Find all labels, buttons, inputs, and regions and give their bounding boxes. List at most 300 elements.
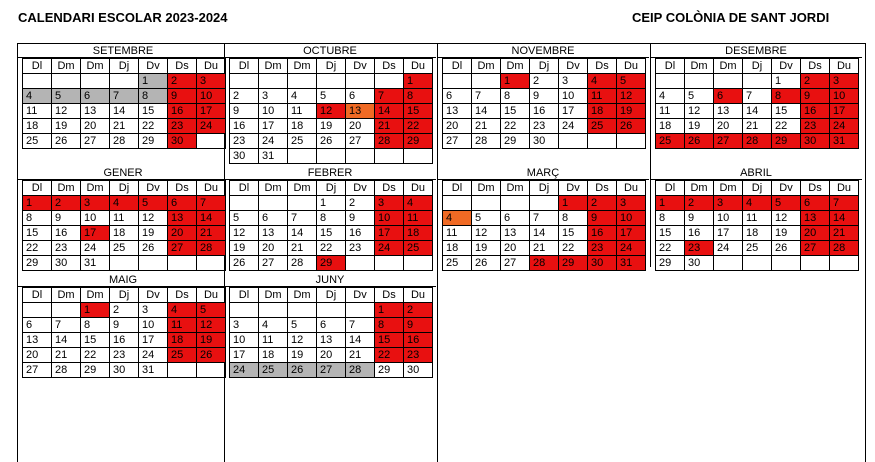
- day-cell: 28: [110, 134, 139, 149]
- school-name: CEIP COLÒNIA DE SANT JORDI: [632, 10, 830, 25]
- weekday-header: Dl: [230, 181, 259, 196]
- month-table: [655, 180, 859, 271]
- week-row: [230, 303, 433, 318]
- weekday-header: Ds: [801, 181, 830, 196]
- day-cell: 18: [110, 226, 139, 241]
- day-cell: 3: [81, 196, 110, 211]
- day-cell: 19: [52, 119, 81, 134]
- day-cell: 27: [443, 134, 472, 149]
- day-cell: 27: [801, 241, 830, 256]
- day-cell: 22: [81, 348, 110, 363]
- month-abril: [650, 166, 862, 271]
- day-cell: 13: [714, 104, 743, 119]
- day-cell: 9: [588, 211, 617, 226]
- day-cell: 1: [559, 196, 588, 211]
- week-row: [23, 333, 226, 348]
- day-cell: 30: [404, 363, 433, 378]
- week-row: [443, 226, 646, 241]
- month-table: [229, 58, 433, 164]
- day-cell: 17: [197, 104, 226, 119]
- day-cell: 26: [317, 134, 346, 149]
- weekday-header: Dl: [23, 59, 52, 74]
- weekday-header: Dm: [501, 59, 530, 74]
- weekday-header-row: [656, 59, 859, 74]
- weekday-header: Dm: [259, 181, 288, 196]
- day-cell: 19: [685, 119, 714, 134]
- day-cell: 23: [230, 134, 259, 149]
- empty-cell: [443, 74, 472, 89]
- day-cell: 16: [530, 104, 559, 119]
- week-row: [23, 211, 226, 226]
- day-cell: 24: [830, 119, 859, 134]
- day-cell: 12: [617, 89, 646, 104]
- weekday-header: Dm: [685, 181, 714, 196]
- day-cell: 19: [288, 348, 317, 363]
- day-cell: 12: [685, 104, 714, 119]
- day-cell: 16: [110, 333, 139, 348]
- week-row: [230, 241, 433, 256]
- weekday-header-row: [443, 181, 646, 196]
- day-cell: 2: [168, 74, 197, 89]
- day-cell: 12: [197, 318, 226, 333]
- day-cell: 3: [714, 196, 743, 211]
- weekday-header: Dl: [230, 59, 259, 74]
- weekday-header: Ds: [375, 288, 404, 303]
- weekday-header: Dv: [139, 181, 168, 196]
- day-cell: 25: [23, 134, 52, 149]
- day-cell: 21: [346, 348, 375, 363]
- day-cell: 6: [168, 196, 197, 211]
- week-row: [23, 74, 226, 89]
- day-cell: 11: [588, 89, 617, 104]
- week-row: [443, 196, 646, 211]
- week-row: [23, 119, 226, 134]
- empty-cell: [197, 363, 226, 378]
- day-cell: 16: [346, 226, 375, 241]
- day-cell: 15: [317, 226, 346, 241]
- empty-cell: [375, 74, 404, 89]
- month-table: [22, 58, 226, 149]
- week-row: [656, 196, 859, 211]
- day-cell: 23: [52, 241, 81, 256]
- day-cell: 5: [139, 196, 168, 211]
- weekday-header: Ds: [375, 59, 404, 74]
- day-cell: 5: [685, 89, 714, 104]
- day-cell: 6: [81, 89, 110, 104]
- weekday-header: Dl: [23, 181, 52, 196]
- day-cell: 26: [288, 363, 317, 378]
- month-table: [22, 287, 226, 378]
- week-row: [230, 226, 433, 241]
- day-cell: 26: [472, 256, 501, 271]
- day-cell: 13: [346, 104, 375, 119]
- weekday-header: Dj: [743, 181, 772, 196]
- day-cell: 10: [714, 211, 743, 226]
- day-cell: 2: [530, 74, 559, 89]
- day-cell: 6: [714, 89, 743, 104]
- day-cell: 20: [443, 119, 472, 134]
- day-cell: 9: [230, 104, 259, 119]
- weekday-header-row: [230, 181, 433, 196]
- empty-cell: [743, 256, 772, 271]
- day-cell: 26: [139, 241, 168, 256]
- day-cell: 16: [685, 226, 714, 241]
- day-cell: 17: [230, 348, 259, 363]
- day-cell: 15: [375, 333, 404, 348]
- weekday-header: Ds: [168, 181, 197, 196]
- day-cell: 18: [656, 119, 685, 134]
- day-cell: 16: [588, 226, 617, 241]
- day-cell: 4: [23, 89, 52, 104]
- weekday-header: Du: [404, 59, 433, 74]
- weekday-header-row: [230, 59, 433, 74]
- day-cell: 16: [404, 333, 433, 348]
- week-row: [656, 211, 859, 226]
- month-gener: [17, 166, 229, 271]
- week-row: [230, 196, 433, 211]
- day-cell: 3: [139, 303, 168, 318]
- weekday-header: Dv: [772, 59, 801, 74]
- day-cell: 24: [617, 241, 646, 256]
- weekday-header: Dv: [346, 181, 375, 196]
- day-cell: 28: [346, 363, 375, 378]
- weekday-header: Dm: [288, 181, 317, 196]
- day-cell: 27: [317, 363, 346, 378]
- day-cell: 2: [801, 74, 830, 89]
- day-cell: 21: [197, 226, 226, 241]
- week-row: [23, 104, 226, 119]
- weekday-header: Dm: [81, 59, 110, 74]
- day-cell: 29: [404, 134, 433, 149]
- day-cell: 20: [714, 119, 743, 134]
- day-cell: 19: [317, 119, 346, 134]
- weekday-header: Dm: [685, 59, 714, 74]
- day-cell: 21: [472, 119, 501, 134]
- day-cell: 6: [501, 211, 530, 226]
- day-cell: 25: [656, 134, 685, 149]
- day-cell: 7: [346, 318, 375, 333]
- weekday-header: Dm: [472, 59, 501, 74]
- month-table: [229, 180, 433, 271]
- day-cell: 6: [443, 89, 472, 104]
- day-cell: 12: [288, 333, 317, 348]
- day-cell: 5: [317, 89, 346, 104]
- weekday-header: Du: [197, 59, 226, 74]
- day-cell: 14: [743, 104, 772, 119]
- day-cell: 25: [743, 241, 772, 256]
- weekday-header: Ds: [801, 59, 830, 74]
- empty-cell: [685, 74, 714, 89]
- empty-cell: [52, 303, 81, 318]
- day-cell: 15: [23, 226, 52, 241]
- day-cell: 1: [656, 196, 685, 211]
- day-cell: 27: [259, 256, 288, 271]
- day-cell: 4: [110, 196, 139, 211]
- empty-cell: [472, 196, 501, 211]
- week-row: [656, 226, 859, 241]
- day-cell: 26: [52, 134, 81, 149]
- day-cell: 30: [230, 149, 259, 164]
- weekday-header: Dj: [530, 181, 559, 196]
- week-row: [656, 74, 859, 89]
- weekday-header: Dm: [259, 288, 288, 303]
- day-cell: 9: [110, 318, 139, 333]
- day-cell: 4: [288, 89, 317, 104]
- empty-cell: [443, 196, 472, 211]
- day-cell: 4: [259, 318, 288, 333]
- week-row: [230, 134, 433, 149]
- day-cell: 29: [139, 134, 168, 149]
- month-name: DESEMBRE: [650, 44, 862, 58]
- week-row: [23, 134, 226, 149]
- day-cell: 24: [559, 119, 588, 134]
- day-cell: 10: [139, 318, 168, 333]
- day-cell: 12: [472, 226, 501, 241]
- month-desembre: [650, 44, 862, 149]
- weekday-header: Dm: [714, 59, 743, 74]
- empty-cell: [52, 74, 81, 89]
- empty-cell: [501, 196, 530, 211]
- day-cell: 8: [139, 89, 168, 104]
- day-cell: 14: [375, 104, 404, 119]
- weekday-header: Ds: [168, 288, 197, 303]
- day-cell: 26: [772, 241, 801, 256]
- day-cell: 23: [346, 241, 375, 256]
- day-cell: 14: [52, 333, 81, 348]
- empty-cell: [197, 134, 226, 149]
- day-cell: 1: [375, 303, 404, 318]
- weekday-header: Dv: [139, 288, 168, 303]
- week-row: [443, 119, 646, 134]
- empty-cell: [288, 149, 317, 164]
- day-cell: 6: [317, 318, 346, 333]
- day-cell: 5: [772, 196, 801, 211]
- day-cell: 12: [772, 211, 801, 226]
- day-cell: 29: [772, 134, 801, 149]
- day-cell: 5: [472, 211, 501, 226]
- day-cell: 1: [501, 74, 530, 89]
- week-row: [230, 348, 433, 363]
- weekday-header-row: [656, 181, 859, 196]
- day-cell: 13: [443, 104, 472, 119]
- week-row: [23, 318, 226, 333]
- empty-cell: [23, 303, 52, 318]
- day-cell: 25: [288, 134, 317, 149]
- day-cell: 2: [404, 303, 433, 318]
- day-cell: 6: [259, 211, 288, 226]
- day-cell: 4: [404, 196, 433, 211]
- day-cell: 16: [168, 104, 197, 119]
- empty-cell: [346, 149, 375, 164]
- day-cell: 26: [685, 134, 714, 149]
- empty-cell: [288, 74, 317, 89]
- day-cell: 2: [685, 196, 714, 211]
- day-cell: 16: [801, 104, 830, 119]
- day-cell: 27: [81, 134, 110, 149]
- day-cell: 23: [168, 119, 197, 134]
- day-cell: 23: [685, 241, 714, 256]
- weekday-header: Dv: [139, 59, 168, 74]
- day-cell: 13: [81, 104, 110, 119]
- day-cell: 25: [443, 256, 472, 271]
- day-cell: 1: [317, 196, 346, 211]
- month-name: OCTUBRE: [224, 44, 436, 58]
- weekday-header: Dj: [317, 181, 346, 196]
- day-cell: 20: [501, 241, 530, 256]
- week-row: [23, 226, 226, 241]
- weekday-header-row: [23, 59, 226, 74]
- empty-cell: [617, 134, 646, 149]
- week-row: [443, 104, 646, 119]
- day-cell: 24: [230, 363, 259, 378]
- day-cell: 8: [404, 89, 433, 104]
- empty-cell: [559, 134, 588, 149]
- empty-cell: [472, 74, 501, 89]
- day-cell: 8: [23, 211, 52, 226]
- day-cell: 29: [656, 256, 685, 271]
- day-cell: 19: [617, 104, 646, 119]
- empty-cell: [259, 196, 288, 211]
- week-row: [230, 363, 433, 378]
- day-cell: 17: [139, 333, 168, 348]
- day-cell: 7: [52, 318, 81, 333]
- day-cell: 29: [501, 134, 530, 149]
- day-cell: 1: [23, 196, 52, 211]
- day-cell: 9: [168, 89, 197, 104]
- week-row: [230, 333, 433, 348]
- day-cell: 30: [588, 256, 617, 271]
- day-cell: 14: [197, 211, 226, 226]
- day-cell: 18: [588, 104, 617, 119]
- day-cell: 13: [801, 211, 830, 226]
- weekday-header: Dl: [656, 181, 685, 196]
- day-cell: 10: [559, 89, 588, 104]
- day-cell: 11: [288, 104, 317, 119]
- day-cell: 15: [772, 104, 801, 119]
- day-cell: 14: [346, 333, 375, 348]
- day-cell: 10: [259, 104, 288, 119]
- day-cell: 28: [743, 134, 772, 149]
- weekday-header: Ds: [168, 59, 197, 74]
- day-cell: 31: [617, 256, 646, 271]
- day-cell: 1: [404, 74, 433, 89]
- day-cell: 12: [230, 226, 259, 241]
- day-cell: 15: [656, 226, 685, 241]
- weekday-header: Du: [404, 181, 433, 196]
- week-row: [656, 104, 859, 119]
- weekday-header: Dv: [346, 288, 375, 303]
- day-cell: 30: [168, 134, 197, 149]
- month-name: MAIG: [17, 273, 229, 287]
- day-cell: 27: [714, 134, 743, 149]
- day-cell: 23: [801, 119, 830, 134]
- weekday-header: Dj: [743, 59, 772, 74]
- day-cell: 3: [559, 74, 588, 89]
- day-cell: 6: [346, 89, 375, 104]
- day-cell: 31: [139, 363, 168, 378]
- empty-cell: [23, 74, 52, 89]
- weekday-header: Dm: [259, 59, 288, 74]
- day-cell: 19: [197, 333, 226, 348]
- day-cell: 11: [110, 211, 139, 226]
- day-cell: 18: [23, 119, 52, 134]
- weekday-header: Dm: [52, 181, 81, 196]
- day-cell: 4: [168, 303, 197, 318]
- month-novembre: [437, 44, 649, 149]
- month-table: [22, 180, 226, 271]
- empty-cell: [230, 196, 259, 211]
- day-cell: 2: [110, 303, 139, 318]
- month-table: [442, 180, 646, 271]
- day-cell: 21: [830, 226, 859, 241]
- weekday-header: Dl: [443, 181, 472, 196]
- day-cell: 11: [23, 104, 52, 119]
- week-row: [230, 89, 433, 104]
- day-cell: 20: [23, 348, 52, 363]
- day-cell: 20: [81, 119, 110, 134]
- day-cell: 17: [830, 104, 859, 119]
- day-cell: 5: [52, 89, 81, 104]
- day-cell: 8: [656, 211, 685, 226]
- day-cell: 18: [168, 333, 197, 348]
- week-row: [230, 318, 433, 333]
- month-maig: [17, 273, 229, 378]
- weekday-header: Dj: [530, 59, 559, 74]
- week-row: [443, 211, 646, 226]
- weekday-header: Ds: [588, 181, 617, 196]
- day-cell: 20: [168, 226, 197, 241]
- day-cell: 8: [317, 211, 346, 226]
- day-cell: 9: [801, 89, 830, 104]
- weekday-header-row: [230, 288, 433, 303]
- day-cell: 9: [685, 211, 714, 226]
- day-cell: 13: [501, 226, 530, 241]
- empty-cell: [168, 363, 197, 378]
- day-cell: 14: [530, 226, 559, 241]
- day-cell: 29: [317, 256, 346, 271]
- day-cell: 11: [656, 104, 685, 119]
- weekday-header: Du: [830, 59, 859, 74]
- day-cell: 25: [588, 119, 617, 134]
- empty-cell: [346, 256, 375, 271]
- month-name: SETEMBRE: [17, 44, 229, 58]
- day-cell: 22: [404, 119, 433, 134]
- day-cell: 9: [346, 211, 375, 226]
- day-cell: 24: [139, 348, 168, 363]
- day-cell: 21: [375, 119, 404, 134]
- day-cell: 1: [81, 303, 110, 318]
- day-cell: 4: [656, 89, 685, 104]
- day-cell: 11: [404, 211, 433, 226]
- empty-cell: [346, 303, 375, 318]
- weekday-header: Dm: [288, 59, 317, 74]
- empty-cell: [801, 256, 830, 271]
- day-cell: 28: [375, 134, 404, 149]
- day-cell: 10: [617, 211, 646, 226]
- day-cell: 16: [52, 226, 81, 241]
- day-cell: 22: [375, 348, 404, 363]
- weekday-header: Du: [617, 181, 646, 196]
- day-cell: 17: [559, 104, 588, 119]
- empty-cell: [772, 256, 801, 271]
- day-cell: 20: [317, 348, 346, 363]
- day-cell: 7: [110, 89, 139, 104]
- day-cell: 11: [443, 226, 472, 241]
- weekday-header: Dj: [110, 59, 139, 74]
- empty-cell: [110, 256, 139, 271]
- day-cell: 4: [743, 196, 772, 211]
- week-row: [230, 256, 433, 271]
